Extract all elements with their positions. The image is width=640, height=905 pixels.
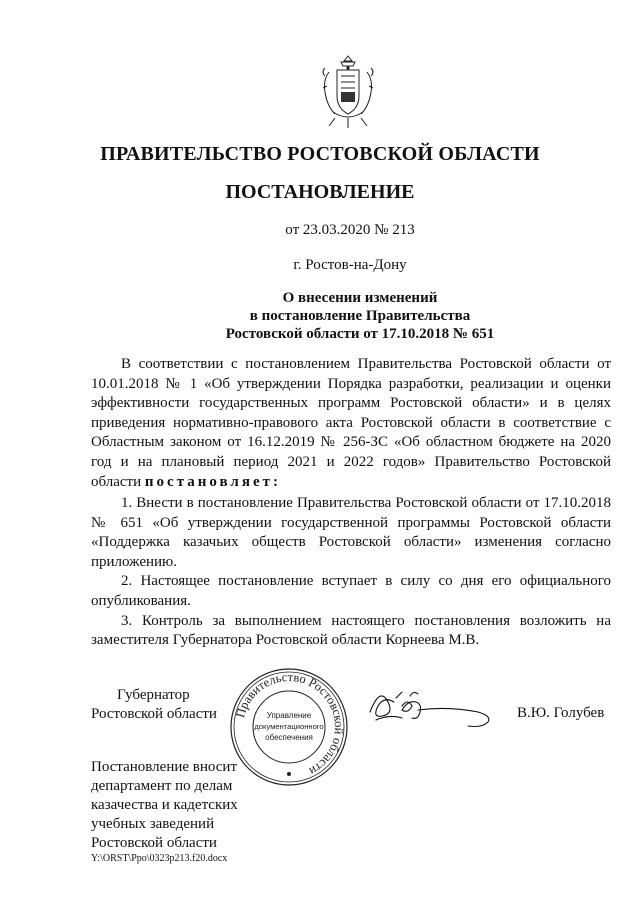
document-type: ПОСТАНОВЛЕНИЕ xyxy=(225,181,415,203)
submitter-line: департамент по делам xyxy=(91,778,233,794)
subject-line: в постановление Правительства xyxy=(249,308,471,324)
subject-line: Ростовской области от 17.10.2018 № 651 xyxy=(225,326,495,342)
signer-title-line: Губернатор xyxy=(117,687,190,703)
document-subject xyxy=(0,289,640,343)
resolution-item: 2. Настоящее постановление вступает в силу со дня его официального опубликования. xyxy=(91,573,611,609)
signer-name: В.Ю. Голубев xyxy=(517,705,605,721)
submitter-line: учебных заведений xyxy=(91,816,215,832)
submitter-line: Постановление вносит xyxy=(91,759,238,775)
submitter-line: казачества и кадетских xyxy=(91,797,238,813)
resolution-items xyxy=(91,494,611,651)
seal-center-text: документационного xyxy=(254,722,324,731)
seal-center-text: Управление xyxy=(266,711,312,720)
handwritten-signature-icon xyxy=(366,682,496,732)
document-date-number: от 23.03.2020 № 213 xyxy=(285,222,415,238)
document-city: г. Ростов-на-Дону xyxy=(293,257,407,273)
seal-ring-text: Правительство Ростовской области xyxy=(233,669,347,779)
signer-title-line: Ростовской области xyxy=(91,706,217,722)
submitter-block xyxy=(91,758,271,853)
signer-title xyxy=(91,686,241,724)
file-path: Y:\ORST\Ppo\0323p213.f20.docx xyxy=(91,853,228,864)
preamble-text: В соответствии с постановлением Правительства Ростовской области от 10.01.2018 № 1 «Об утверждении Порядка разработки, реализации и оценки эффективности государственных программ Ростовской области» и в целях приведения нормативно-правового акта Ростовской области в соответствие с Областным законом от 16.12.2019 № 256-ЗС «Об областном бюджете на 2020 год и на плановый период 2021 и 2022 годов» Правительство Ростовской области xyxy=(91,356,611,490)
submitter-line: Ростовской области xyxy=(91,835,217,851)
government-title: ПРАВИТЕЛЬСТВО РОСТОВСКОЙ ОБЛАСТИ xyxy=(100,143,540,165)
preamble-paragraph xyxy=(91,355,611,492)
coat-of-arms-icon xyxy=(317,52,379,130)
resolution-item: 3. Контроль за выполнением настоящего постановления возложить на заместителя Губернатора Ростовской области Корнеева М.В. xyxy=(91,612,611,649)
resolves-word: постановляет: xyxy=(144,473,281,490)
resolution-item: 1. Внести в постановление Правительства Ростовской области от 17.10.2018 № 651 «Об утверждении государственной программы Ростовской области «Поддержка казачьих обществ Ростовской области» изменения согласно приложению. xyxy=(91,495,611,570)
subject-line: О внесении изменений xyxy=(282,290,438,306)
seal-center-text: обеспечения xyxy=(265,733,313,742)
